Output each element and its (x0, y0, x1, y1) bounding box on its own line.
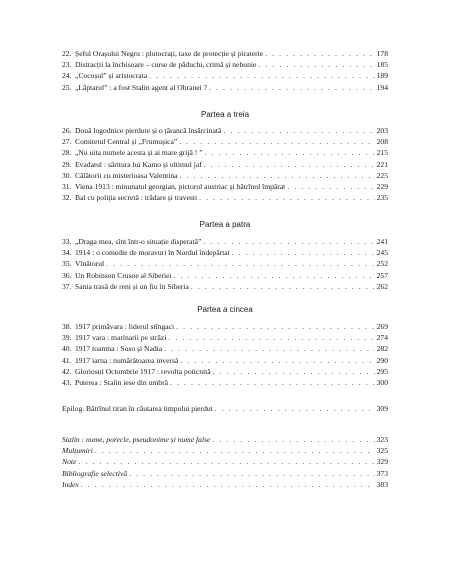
entry-title: Comitetul Central și „Frumușica” (75, 137, 178, 147)
dot-leader (209, 82, 375, 93)
dot-leader (223, 125, 374, 136)
entry-page: 269 (376, 322, 388, 331)
toc-entry-29 (62, 159, 388, 170)
entry-number: 22. (62, 49, 72, 58)
entry-page: 229 (376, 181, 388, 191)
toc-entry-epilog (62, 403, 388, 414)
dot-leader (180, 355, 374, 366)
entry-number: 31. (62, 181, 72, 191)
toc-entry-37 (62, 281, 388, 292)
entry-page: 282 (376, 344, 388, 354)
entry-number: 28. (62, 148, 72, 158)
entry-page: 262 (376, 281, 388, 291)
entry-page: 235 (376, 193, 388, 203)
dot-leader (287, 181, 374, 192)
dot-leader (191, 281, 375, 292)
entry-title: „Draga mea, sînt într-o situație disperată” (75, 237, 202, 246)
toc-entry-acknowledgements (62, 445, 388, 456)
entry-title: Un Robinson Crusoe al Siberiei (75, 270, 172, 280)
part-heading: Partea a treia (200, 110, 250, 119)
toc-entry-31 (62, 181, 388, 192)
dot-leader (199, 192, 375, 203)
dot-leader (129, 468, 374, 479)
entry-number: 24. (62, 71, 72, 81)
toc-entry-35 (62, 258, 388, 269)
entry-page: 208 (376, 137, 388, 147)
toc-entry-26 (62, 125, 388, 136)
entry-number: 38. (62, 322, 72, 331)
entry-number: 37. (62, 281, 72, 291)
entry-title: Vînătorul (75, 259, 105, 269)
entry-number: 25. (62, 82, 72, 92)
toc-entry-42 (62, 366, 388, 377)
entry-page: 225 (376, 170, 388, 180)
entry-title: „Cocoșul” și aristocrata (75, 71, 148, 81)
entry-page: 329 (376, 457, 388, 467)
entry-page: 309 (376, 404, 388, 413)
toc-entry-39 (62, 332, 388, 343)
dot-leader (212, 434, 374, 445)
toc-group-part-two-end (62, 48, 388, 93)
entry-title: 1917 toamna : Soso și Nadia (75, 344, 163, 354)
entry-number: 39. (62, 333, 72, 343)
dot-leader (170, 377, 375, 388)
toc-entry-index (62, 479, 388, 490)
entry-page: 178 (376, 49, 388, 58)
entry-page: 215 (376, 148, 388, 158)
toc-group-part-three (62, 125, 388, 203)
toc-entry-36 (62, 270, 388, 281)
entry-page: 325 (376, 446, 388, 456)
entry-number: 27. (62, 137, 72, 147)
toc-entry-23 (62, 59, 388, 70)
dot-leader (149, 70, 374, 81)
toc-entry-bibliography (62, 468, 388, 479)
entry-page: 189 (376, 71, 388, 81)
dot-leader (176, 321, 374, 332)
entry-title: Bal cu poliția secretă : trădare și travesti (75, 193, 198, 203)
entry-page: 241 (376, 237, 388, 246)
entry-title: 1917 vara : marinarii pe străzi (75, 333, 167, 343)
entry-title: Călătorii cu misterioasa Valentina (75, 170, 178, 180)
toc-entry-30 (62, 170, 388, 181)
entry-page: 245 (376, 248, 388, 258)
entry-number: 41. (62, 355, 72, 365)
entry-page: 257 (376, 270, 388, 280)
toc-group-part-five (62, 321, 388, 388)
entry-title: Distracții la închisoare – curse de păduchi, crimă și nebunie (75, 60, 257, 70)
entry-title: Sania trasă de reni și un fiu în Siberia (75, 281, 189, 291)
toc-epilog (62, 403, 388, 414)
toc-entry-41 (62, 355, 388, 366)
dot-leader (232, 247, 375, 258)
toc-entry-22 (62, 48, 388, 59)
dot-leader (203, 236, 374, 247)
dot-leader (81, 479, 375, 490)
toc-entry-34 (62, 247, 388, 258)
dot-leader (213, 366, 375, 377)
toc-entry-24 (62, 70, 388, 81)
entry-title: 1914 : o comedie de moravuri în Nordul îndepărtat (75, 248, 230, 258)
entry-page: 300 (376, 377, 388, 387)
dot-leader (204, 159, 375, 170)
entry-number: 26. (62, 126, 72, 135)
toc-appendix (62, 434, 388, 490)
toc-entry-32 (62, 192, 388, 203)
entry-title: Stalin : nume, porecle, pseudonime și nume false (62, 435, 211, 444)
entry-title: „Nu uita numele acesta și ai mare grijă ! ” (75, 148, 203, 158)
part-heading: Partea a patra (199, 220, 251, 229)
toc-entry-notes (62, 456, 388, 467)
toc-entry-38 (62, 321, 388, 332)
entry-title: Note (62, 457, 77, 467)
dot-leader (78, 456, 374, 467)
dot-leader (258, 59, 374, 70)
entry-title: Bibliografie selectivă (62, 468, 128, 478)
dot-leader (215, 403, 375, 414)
entry-page: 185 (376, 60, 388, 70)
dot-leader (180, 170, 375, 181)
entry-title: 1917 primăvara : liderul stîngaci (75, 322, 175, 331)
entry-title: Puterea : Stalin iese din umbră (75, 377, 169, 387)
entry-number: 23. (62, 60, 72, 70)
toc-entry-28 (62, 147, 388, 158)
entry-number: 29. (62, 159, 72, 169)
toc-entry-stalin-names (62, 434, 388, 445)
entry-title: Două logodnice pierdute și o țărancă însărcinată (75, 126, 222, 135)
entry-number: 30. (62, 170, 72, 180)
toc-entry-40 (62, 343, 388, 354)
entry-page: 373 (376, 468, 388, 478)
entry-title: Viena 1913 : minunatul georgian, pictorul austriac și bătrînul împărat (75, 181, 286, 191)
dot-leader (174, 270, 375, 281)
toc-group-part-four (62, 236, 388, 292)
toc-entry-43 (62, 377, 388, 388)
dot-leader (95, 445, 375, 456)
dot-leader (168, 332, 374, 343)
entry-title: Gloriosul Octombrie 1917 : revolta poticnită (75, 366, 211, 376)
dot-leader (106, 258, 375, 269)
entry-title: Șeful Orașului Negru : plutocrați, taxe de protecție și piraterie (75, 49, 264, 58)
entry-page: 383 (376, 479, 388, 489)
entry-number: 33. (62, 237, 72, 246)
entry-page: 221 (376, 159, 388, 169)
dot-leader (265, 48, 375, 59)
entry-number: 36. (62, 270, 72, 280)
dot-leader (205, 147, 375, 158)
entry-title: Evadatul : săritura lui Kamo și ultimul jaf (75, 159, 202, 169)
part-heading: Partea a cincea (197, 305, 253, 314)
entry-page: 295 (376, 366, 388, 376)
entry-page: 290 (376, 355, 388, 365)
entry-number: 34. (62, 248, 72, 258)
entry-page: 194 (376, 82, 388, 92)
toc-entry-25 (62, 82, 388, 93)
entry-title: Epilog. Bătrînul tiran în căutarea timpului pierdut (62, 404, 213, 413)
entry-page: 274 (376, 333, 388, 343)
entry-title: Index (62, 479, 79, 489)
toc-entry-33 (62, 236, 388, 247)
entry-number: 42. (62, 366, 72, 376)
entry-page: 252 (376, 259, 388, 269)
dot-leader (179, 136, 374, 147)
entry-title: „Lăptarul” : a fost Stalin agent al Ohranei ? (75, 82, 207, 92)
entry-number: 40. (62, 344, 72, 354)
entry-page: 323 (376, 435, 388, 444)
entry-number: 35. (62, 259, 72, 269)
entry-title: 1917 iarna : numărătoarea inversă (75, 355, 179, 365)
entry-number: 32. (62, 193, 72, 203)
entry-page: 203 (376, 126, 388, 135)
dot-leader (164, 343, 375, 354)
entry-number: 43. (62, 377, 72, 387)
entry-title: Mulțumiri (62, 446, 93, 456)
toc-entry-27 (62, 136, 388, 147)
